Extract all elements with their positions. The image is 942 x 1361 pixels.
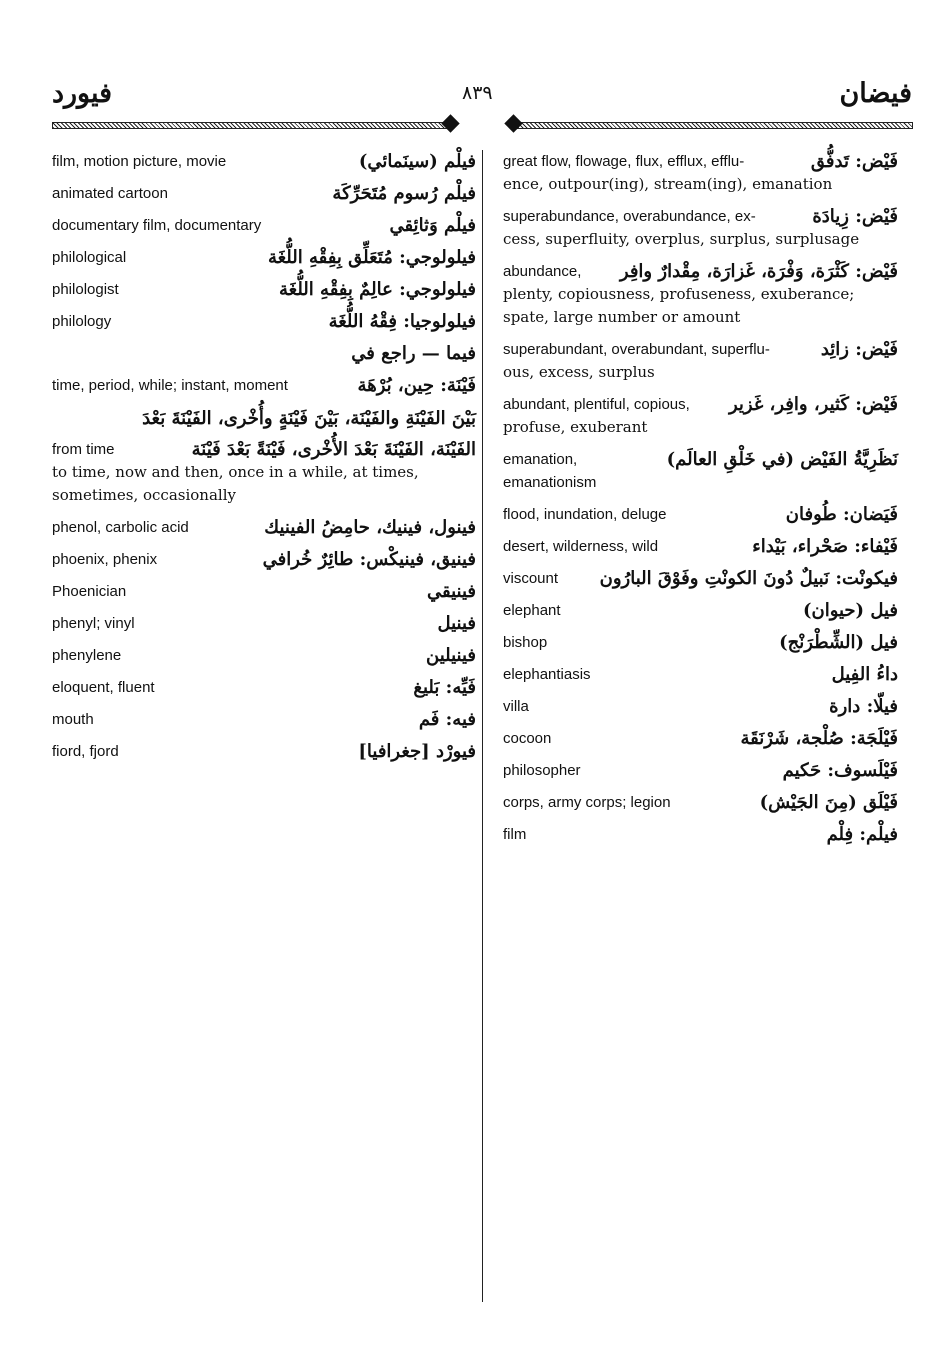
entry-arabic: فينيق، فينيكْس: طائِرٌ خُرافي: [262, 549, 476, 570]
dictionary-entry: [52, 708, 476, 731]
entry-english-continued: ous, excess, surplus: [503, 363, 655, 381]
dictionary-entry: [52, 278, 476, 301]
entry-arabic: فَيْض: كَثْرَة، وَفْرَة، غَزارَة، مِقْدارٌ وافِر: [619, 261, 898, 282]
entry-english: documentary film, documentary: [52, 217, 262, 234]
entry-arabic: فَيْلَسوف: حَكيم: [782, 760, 898, 781]
dictionary-entry: [503, 695, 898, 718]
entry-english: phenylene: [52, 647, 122, 664]
dictionary-entry: [503, 150, 898, 196]
entry-english: Phoenician: [52, 583, 127, 600]
entry-english: phenyl; vinyl: [52, 615, 135, 632]
entry-english: cocoon: [503, 730, 552, 747]
entry-arabic: نَظَرِيَّةُ الفَيْض (في خَلْقِ العالَم): [666, 449, 898, 470]
entry-arabic: فيلْم (سينَمائي): [358, 151, 476, 172]
entry-arabic: فَيِّه: بَليغ: [413, 677, 476, 698]
dictionary-entry: [52, 740, 476, 763]
header-rule-right: [505, 119, 915, 131]
entry-english: emanation, emanationism: [503, 451, 597, 491]
dictionary-entry: [52, 438, 476, 507]
entry-english: time, period, while; instant, moment: [52, 377, 288, 394]
header-right-word: فيضان: [839, 78, 912, 109]
dictionary-entry: [52, 342, 476, 365]
entry-english-continued: ence, outpour(ing), stream(ing), emanation: [503, 175, 833, 193]
dictionary-entry: [52, 644, 476, 667]
entry-arabic: فَيْض: كَثير، وافِر، غَزير: [728, 394, 898, 415]
entry-english: fiord, fjord: [52, 743, 119, 760]
dictionary-entry: [503, 535, 898, 558]
dictionary-entry: [52, 150, 476, 173]
entry-arabic: فيما — راجع في: [351, 343, 476, 364]
header-rule-left: [52, 119, 462, 131]
entry-arabic: فَيْنَة: حِين، بُرْهَة: [357, 375, 476, 396]
entry-english: bishop: [503, 634, 548, 651]
dictionary-entry: [503, 503, 898, 526]
entry-english: philological: [52, 249, 127, 266]
dictionary-entry: [503, 663, 898, 686]
entry-arabic: فيلْم وَثائِقي: [389, 215, 476, 236]
entry-arabic: فينيل: [437, 613, 476, 634]
entry-english-continued: to time, now and then, once in a while, at times, sometimes, occasionally: [52, 463, 419, 504]
entry-english: abundant, plentiful, copious,: [503, 396, 690, 413]
dictionary-entry: [52, 516, 476, 539]
entry-english: elephantiasis: [503, 666, 591, 683]
entry-arabic: فَيْض: زائِد: [820, 339, 898, 360]
entry-arabic: فَيْض: تَدفُّق: [810, 151, 898, 172]
dictionary-entry: [52, 580, 476, 603]
dictionary-entry: [503, 631, 898, 654]
entry-arabic: فيلْم رُسوم مُتَحَرِّكَة: [332, 183, 476, 204]
entry-arabic: فَيَضان: طُوفان: [785, 504, 898, 525]
entry-english: philologist: [52, 281, 119, 298]
entry-english: phoenix, phenix: [52, 551, 158, 568]
entry-arabic: فيلْم: فِلْم: [826, 824, 898, 845]
column-divider: [482, 150, 483, 1302]
entry-arabic: فَيْلَق (مِنَ الجَيْش): [759, 792, 898, 813]
entry-arabic: فينيلين: [426, 645, 476, 666]
entry-english: phenol, carbolic acid: [52, 519, 189, 536]
dictionary-entry: [52, 374, 476, 397]
dictionary-entry: [503, 759, 898, 782]
entry-english: philosopher: [503, 762, 581, 779]
entry-arabic: داءُ الفِيل: [831, 664, 898, 685]
entry-english-continued: cess, superfluity, overplus, surplus, surplusage: [503, 230, 860, 248]
entry-arabic: فيكونْت: نَبيلٌ دُونَ الكونْتِ وفَوْقَ البارُون: [599, 568, 898, 589]
entry-arabic: فيلولوجي: عالِمٌ بِفِقْهِ اللُّغَة: [279, 279, 476, 300]
left-column: [52, 150, 476, 772]
dictionary-entry: [503, 567, 898, 590]
entry-arabic-line: بَيْنَ الفَيْنَةِ والفَيْنَة، بَيْنَ فَيْنَةٍ وأُخْرى، الفَيْنَةَ بَعْدَ: [142, 408, 476, 429]
entry-english: philology: [52, 313, 112, 330]
entry-english: superabundant, overabundant, superflu-: [503, 341, 770, 358]
entry-english: from time: [52, 441, 115, 458]
dictionary-entry: [503, 823, 898, 846]
entry-arabic: فيورْد [جغرافيا]: [358, 741, 476, 762]
entry-arabic: فَيْلَجَة: صُلْجة، شَرْنَقَة: [740, 728, 898, 749]
diamond-ornament-icon: [504, 114, 522, 132]
entry-english: flood, inundation, deluge: [503, 506, 667, 523]
entry-arabic: فيل (الشِّطْرَنْج): [779, 632, 898, 653]
dictionary-entry: [503, 599, 898, 622]
entry-english: animated cartoon: [52, 185, 168, 202]
dictionary-entry: [52, 548, 476, 571]
entry-english: superabundance, overabundance, ex-: [503, 208, 756, 225]
entry-english: corps, army corps; legion: [503, 794, 671, 811]
page-number: ٨٣٩: [462, 82, 493, 104]
dictionary-entry: [503, 260, 898, 329]
entry-english: film, motion picture, movie: [52, 153, 227, 170]
right-column: [503, 150, 898, 855]
entry-arabic: فَيْفاء: صَحْراء، بَيْداء: [752, 536, 898, 557]
entry-arabic: فيلولوجيا: فِقْهُ اللُّغَة: [328, 311, 476, 332]
entry-english: villa: [503, 698, 529, 715]
entry-arabic: فينول، فينيك، حامِضُ الفينيك: [264, 517, 476, 538]
entry-english: abundance,: [503, 263, 582, 280]
diamond-ornament-icon: [441, 114, 459, 132]
entry-english: eloquent, fluent: [52, 679, 155, 696]
dictionary-entry: [52, 214, 476, 237]
dictionary-entry: [503, 393, 898, 439]
dictionary-entry: [503, 338, 898, 384]
entry-english: desert, wilderness, wild: [503, 538, 659, 555]
entry-arabic: فيلّا: دارة: [829, 696, 898, 717]
dictionary-entry: [503, 791, 898, 814]
entry-english-continued: plenty, copiousness, profuseness, exuberance; spate, large number or amount: [503, 285, 855, 326]
entry-arabic: فينيقي: [426, 581, 476, 602]
dictionary-entry: [503, 448, 898, 494]
dictionary-entry: [503, 727, 898, 750]
dictionary-entry: [52, 612, 476, 635]
dictionary-entry: [52, 676, 476, 699]
dictionary-entry: [503, 205, 898, 251]
entry-english: mouth: [52, 711, 94, 728]
entry-english: viscount: [503, 570, 559, 587]
dictionary-entry: [52, 246, 476, 269]
entry-arabic: فَيْض: زِيادَة: [812, 206, 898, 227]
entry-english: great flow, flowage, flux, efflux, efflu-: [503, 153, 745, 170]
entry-arabic: فيلولوجي: مُتَعَلِّق بِفِقْهِ اللُّغَة: [267, 247, 476, 268]
dictionary-entry: [52, 310, 476, 333]
entry-arabic: الفَيْنَة، الفَيْنَةَ بَعْدَ الأُخْرى، فَيْنَةً بَعْدَ فَيْنَة: [191, 439, 476, 460]
entry-arabic: فيل (حيوان): [802, 600, 898, 621]
entry-english: elephant: [503, 602, 561, 619]
entry-english-continued: profuse, exuberant: [503, 418, 648, 436]
header-left-word: فيورد: [52, 78, 113, 109]
entry-arabic: فيه: فَم: [418, 709, 476, 730]
dictionary-entry: [52, 182, 476, 205]
entry-english: film: [503, 826, 527, 843]
